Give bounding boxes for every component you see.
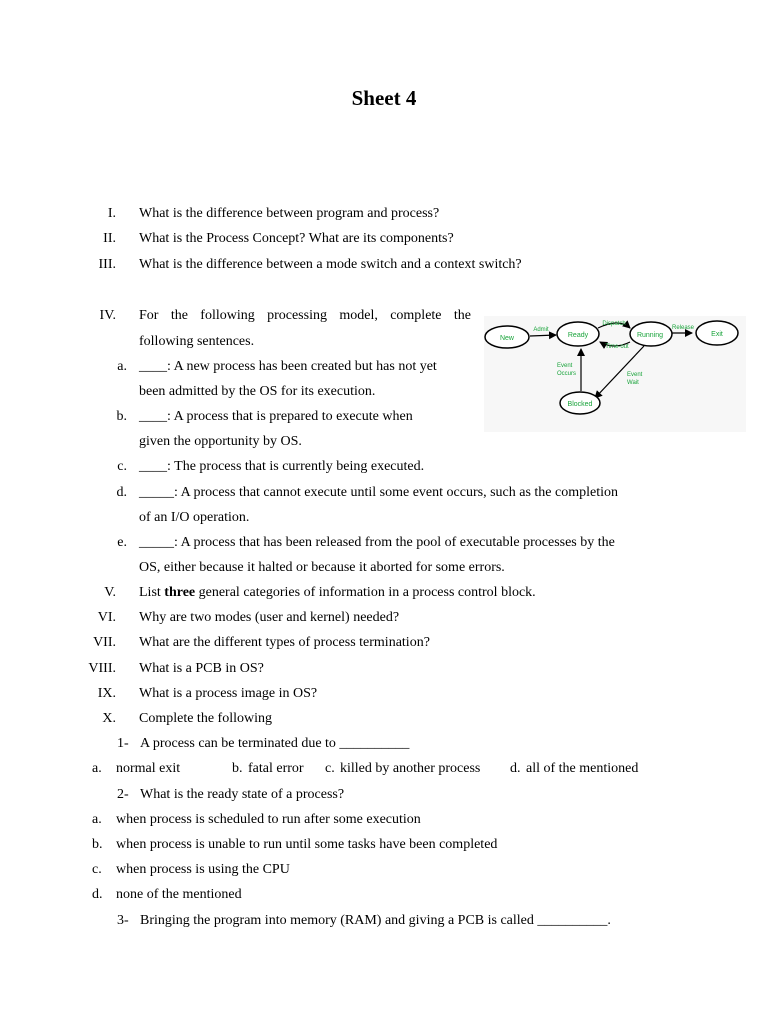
option-label: c. <box>325 761 335 776</box>
option-label: a. <box>92 812 102 827</box>
option-label: b. <box>232 761 243 776</box>
sub-question-label: a. <box>117 359 127 374</box>
question-number: IX. <box>97 686 116 701</box>
page-title: Sheet 4 <box>351 86 417 110</box>
question-text <box>139 584 536 602</box>
question-text: Complete the following <box>139 711 272 726</box>
sub-question-text: ____: A new process has been created but has not yet <box>139 359 437 374</box>
sub-question-label: b. <box>116 409 127 424</box>
sub-question-text: of an I/O operation. <box>139 510 250 525</box>
question-text: What are the different types of process termination? <box>139 635 430 650</box>
word: model, <box>339 308 378 323</box>
fill-item-number: 1- <box>117 736 129 751</box>
question-number: X. <box>102 711 116 726</box>
sub-question-text: ____: A process that is prepared to execute when <box>139 409 413 424</box>
fill-item-number: 2- <box>117 787 129 802</box>
option-text: none of the mentioned <box>116 887 242 902</box>
question-number: IV. <box>99 308 116 323</box>
sub-question-text: ____: The process that is currently being executed. <box>139 459 425 474</box>
question-number: VI. <box>97 610 116 625</box>
option-text: normal exit <box>116 761 181 776</box>
word: complete <box>390 308 442 323</box>
question-text <box>139 307 471 325</box>
option-label: c. <box>92 862 102 877</box>
question-text: following sentences. <box>139 334 255 349</box>
bold-text: three <box>164 585 196 600</box>
sub-question-text: been admitted by the OS for its execution. <box>139 384 376 399</box>
option-text: when process is using the CPU <box>116 862 290 877</box>
sub-question-text: _____: A process that has been released from the pool of executable processes by the <box>139 535 615 550</box>
sub-question-text: _____: A process that cannot execute until some event occurs, such as the completion <box>139 485 618 500</box>
question-number: V. <box>104 585 116 600</box>
question-text: What is a process image in OS? <box>139 686 318 701</box>
question-text: What is a PCB in OS? <box>139 661 264 676</box>
text-segment: general categories of information in a process control block. <box>195 585 536 600</box>
word: For <box>139 308 159 323</box>
option-label: d. <box>92 887 103 902</box>
fill-item-number: 3- <box>117 913 129 928</box>
transition-label: Event <box>557 363 573 369</box>
option-label: a. <box>92 761 102 776</box>
word: following <box>200 308 255 323</box>
sub-question-text: given the opportunity by OS. <box>139 434 302 449</box>
option-text: all of the mentioned <box>526 761 639 776</box>
question-number: II. <box>103 231 116 246</box>
option-text: killed by another process <box>340 761 481 776</box>
question-number: III. <box>98 257 116 272</box>
process-state-diagram <box>484 316 746 432</box>
question-number: VII. <box>93 635 116 650</box>
option-label: b. <box>92 837 103 852</box>
question-number: I. <box>107 206 116 221</box>
transition-label: Time-out <box>605 344 629 350</box>
question-number: VIII. <box>88 661 116 676</box>
option-text: when process is unable to run until some tasks have been completed <box>116 837 498 852</box>
question-text: What is the Process Concept? What are its components? <box>139 231 454 246</box>
state-label: New <box>499 335 515 342</box>
transition-label: Release <box>671 325 695 331</box>
text-segment: List <box>139 585 165 600</box>
transition-label: Event <box>627 372 643 378</box>
sub-question-label: d. <box>116 485 127 500</box>
sub-question-label: c. <box>117 459 127 474</box>
option-label: d. <box>510 761 521 776</box>
transition-label: Occurs <box>557 371 577 377</box>
word: the <box>170 308 188 323</box>
fill-item-text: What is the ready state of a process? <box>140 787 345 802</box>
sub-question-text: OS, either because it halted or because it aborted for some errors. <box>139 560 505 575</box>
transition-label: Admit <box>533 327 549 333</box>
word: processing <box>267 308 327 323</box>
fill-item-text: Bringing the program into memory (RAM) and giving a PCB is called __________. <box>140 913 611 928</box>
state-label: Running <box>636 332 664 339</box>
word: the <box>453 308 471 323</box>
fill-item-text: A process can be terminated due to __________ <box>140 736 410 751</box>
state-label: Ready <box>567 332 589 339</box>
transition-label: Dispatch <box>602 321 626 327</box>
question-text: Why are two modes (user and kernel) needed? <box>139 610 400 625</box>
state-label: Exit <box>711 331 723 338</box>
question-text: What is the difference between program and process? <box>139 206 440 221</box>
question-text: What is the difference between a mode switch and a context switch? <box>139 257 522 272</box>
sub-question-label: e. <box>117 535 127 550</box>
option-text: when process is scheduled to run after some execution <box>116 812 421 827</box>
transition-label: Wait <box>627 380 639 386</box>
state-label: Blocked <box>567 401 593 408</box>
option-text: fatal error <box>248 761 304 776</box>
